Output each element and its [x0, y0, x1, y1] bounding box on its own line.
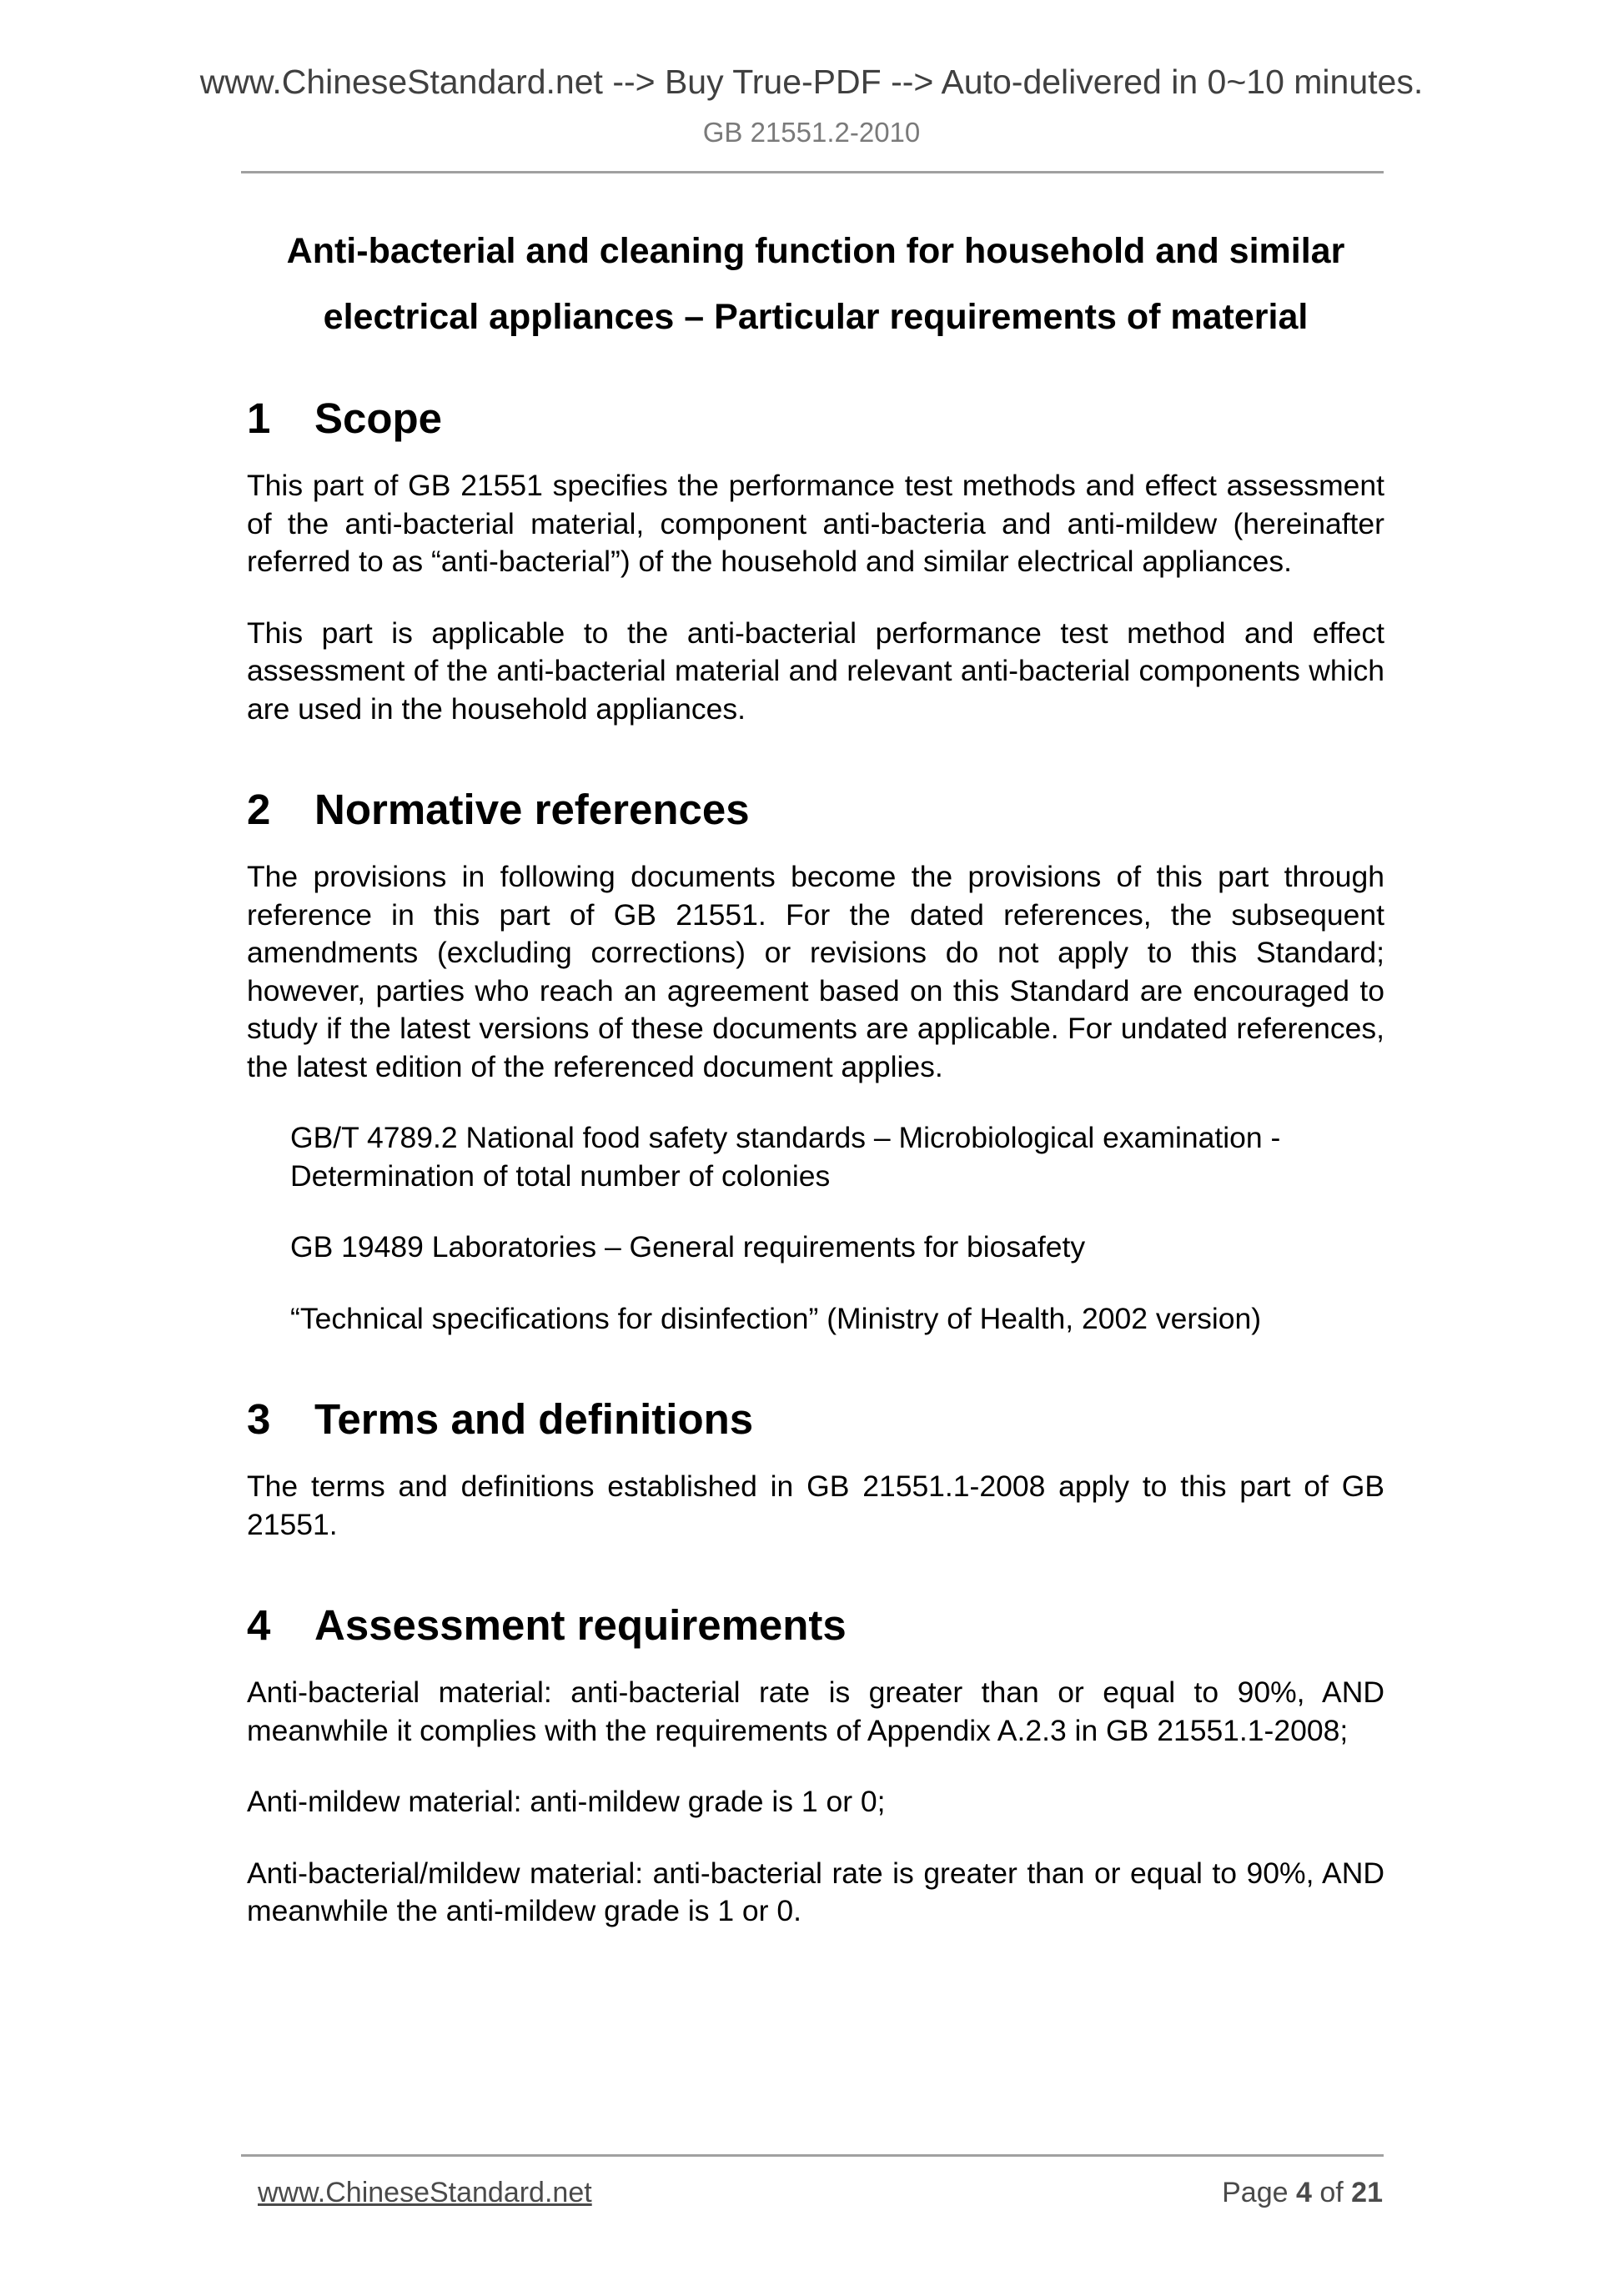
- document-title-line-2: electrical appliances – Particular requirements of material: [323, 297, 1309, 337]
- page-of: of: [1319, 2177, 1344, 2208]
- section-number: 1: [247, 394, 271, 442]
- section-title: Normative references: [314, 786, 750, 833]
- header-banner: www.ChineseStandard.net --> Buy True-PDF --> Auto-delivered in 0~10 minutes.: [199, 63, 1424, 101]
- section-number: 2: [247, 786, 271, 833]
- section-heading-assessment-requirements: [247, 1600, 1384, 1650]
- section-number: 4: [247, 1601, 271, 1649]
- page-label: Page: [1222, 2177, 1289, 2208]
- paragraph: The terms and definitions established in GB 21551.1-2008 apply to this part of GB 21551.: [247, 1470, 1384, 1541]
- header-divider: [241, 171, 1384, 173]
- page-total: 21: [1351, 2177, 1383, 2208]
- paragraph: This part of GB 21551 specifies the performance test methods and effect assessment of the anti-bacterial material, component anti-bacteria and anti-mildew (hereinafter referred to as “anti-bacterial”) of the household and similar electrical appliances.: [247, 469, 1384, 578]
- header-standard-id: GB 21551.2-2010: [702, 117, 921, 148]
- paragraph: Anti-bacterial/mildew material: anti-bacterial rate is greater than or equal to 90%, AND meanwhile the anti-mildew grade is 1 or 0.: [247, 1856, 1384, 1927]
- section-title: Assessment requirements: [314, 1601, 847, 1649]
- footer-site-link[interactable]: www.ChineseStandard.net: [258, 2177, 592, 2208]
- footer-divider: [241, 2154, 1384, 2157]
- document-body: [247, 219, 1384, 1964]
- reference-item: “Technical specifications for disinfection” (Ministry of Health, 2002 version): [290, 1301, 1262, 1335]
- section-title: Terms and definitions: [314, 1395, 754, 1443]
- page-indicator: [1222, 2178, 1383, 2208]
- section-number: 3: [247, 1395, 271, 1443]
- section-heading-scope: [247, 394, 1384, 444]
- reference-item: GB/T 4789.2 National food safety standards – Microbiological examination - Determination of total number of colonies: [290, 1121, 1281, 1193]
- paragraph: Anti-mildew material: anti-mildew grade is 1 or 0;: [247, 1785, 886, 1818]
- paragraph: Anti-bacterial material: anti-bacterial rate is greater than or equal to 90%, AND meanwhile it complies with the requirements of Appendix A.2.3 in GB 21551.1-2008;: [247, 1676, 1384, 1747]
- section-title: Scope: [314, 394, 443, 442]
- section-heading-normative-references: [247, 785, 1384, 835]
- reference-item: GB 19489 Laboratories – General requirements for biosafety: [290, 1230, 1086, 1264]
- section-heading-terms-and-definitions: [247, 1394, 1384, 1444]
- document-title-line-1: Anti-bacterial and cleaning function for household and similar: [286, 231, 1345, 271]
- paragraph: This part is applicable to the anti-bacterial performance test method and effect assessment of the anti-bacterial material and relevant anti-bacterial components which are used in the household appliances.: [247, 615, 1384, 726]
- page-current: 4: [1295, 2177, 1312, 2208]
- paragraph: The provisions in following documents become the provisions of this part through reference in this part of GB 21551. For the dated references, the subsequent amendments (excluding corrections) or revisions do not apply to this Standard; however, parties who reach an agreement based on this Standard are encouraged to study if the latest versions of these documents are applicable. For undated references, the latest edition of the referenced document applies.: [247, 860, 1384, 1083]
- document-title: [247, 219, 1384, 350]
